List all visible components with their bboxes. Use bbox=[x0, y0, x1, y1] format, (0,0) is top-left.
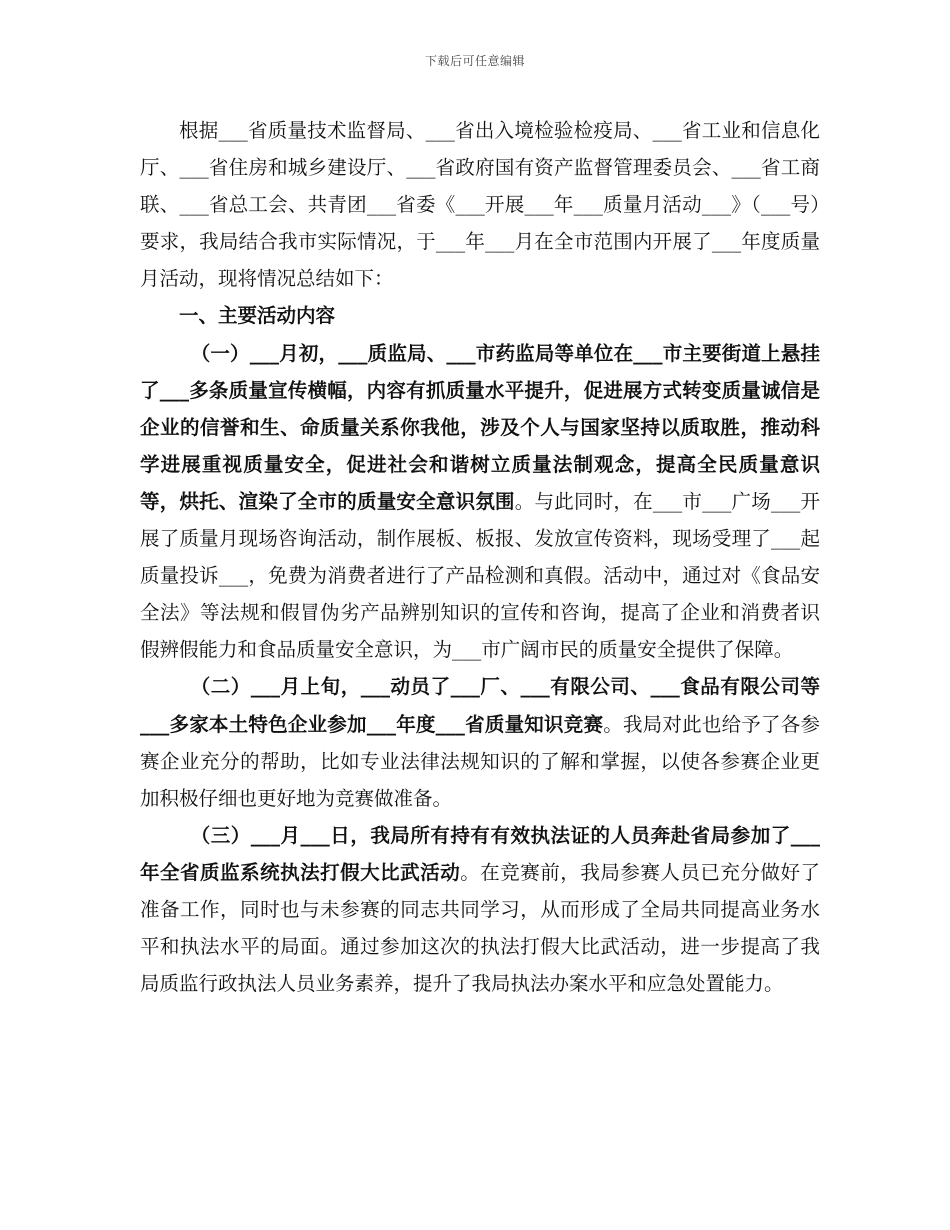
paragraph-3-text: 。在竞赛前，我局参赛人员已充分做好了准备工作，同时也与未参赛的同志共同学习，从而形成了全局共同提高业务水平和执法水平的局面。通过参加这次的执法打假大比武活动，进一步提高了我局质监行政执法人员业务素养，提升了我局执法办案水平和应急处置能力。 bbox=[140, 860, 820, 996]
paragraph-2 bbox=[140, 668, 820, 816]
paragraph-3 bbox=[140, 817, 820, 1002]
paragraph-2-bold: （二）___月上旬，___动员了___厂、___有限公司、___食品有限公司等___多家本土特色企业参加___年度___省质量知识竞赛 bbox=[140, 675, 820, 736]
paragraph-2-text: 。我局对此也给予了各参赛企业充分的帮助，比如专业法律法规知识的了解和掌握，以使各参赛企业更加积极仔细也更好地为竞赛做准备。 bbox=[140, 712, 820, 810]
page-header: 下载后可任意编辑 bbox=[424, 54, 525, 68]
paragraph-1 bbox=[140, 335, 820, 669]
paragraph-1-bold: （一）___月初，___质监局、___市药监局等单位在___市主要街道上悬挂了___多条质量宣传横幅，内容有抓质量水平提升，促进展方式转变质量诚信是企业的信誉和生、命质量关系你我他，涉及个人与国家坚持以质取胜，推动科学进展重视质量安全，促进社会和谐树立质量法制观念，提高全民质量意识等，烘托、渲染了全市的质量安全意识氛围 bbox=[140, 341, 820, 513]
document-body bbox=[140, 112, 820, 1002]
intro-paragraph: 根据___省质量技术监督局、___省出入境检验检疫局、___省工业和信息化厅、___省住房和城乡建设厅、___省政府国有资产监督管理委员会、___省工商联、___省总工会、共青团___省委《___开展___年___质量月活动___》（___号）要求，我局结合我市实际情况，于___年___月在全市范围内开展了___年度质量月活动，现将情况总结如下： bbox=[140, 119, 820, 291]
paragraph-3-bold: （三）___月___日，我局所有持有有效执法证的人员奔赴省局参加了___年全省质监系统执法打假大比武活动 bbox=[140, 823, 820, 884]
section-heading: 一、主要活动内容 bbox=[179, 304, 336, 328]
paragraph-1-text: 。与此同时，在___市___广场___开展了质量月现场咨询活动，制作展板、板报、发放宣传资料，现场受理了___起质量投诉___，免费为消费者进行了产品检测和真假。活动中，通过对《食品安全法》等法规和假冒伪劣产品辨别知识的宣传和咨询，提高了企业和消费者识假辨假能力和食品质量安全意识，为___市广阔市民的质量安全提供了保障。 bbox=[140, 489, 820, 662]
